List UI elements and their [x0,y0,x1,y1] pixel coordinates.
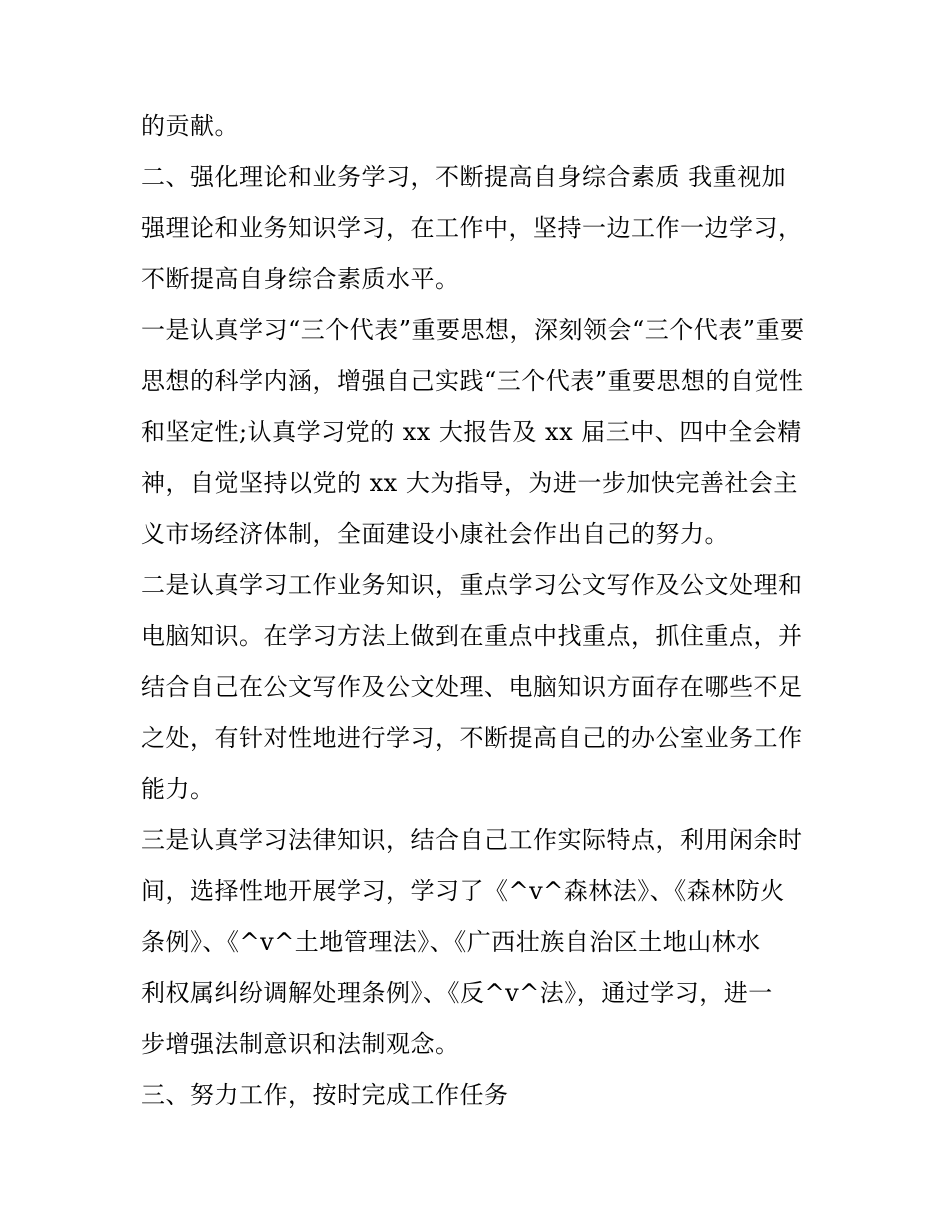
text-line: 能力。 [141,775,215,803]
text-line: 强理论和业务知识学习，在工作中，坚持一边工作一边学习， [141,214,803,242]
text-line: 一是认真学习“三个代表”重要思想，深刻领会“三个代表”重要 [141,316,805,344]
section-heading-2: 二、强化理论和业务学习，不断提高自身综合素质 我重视加 [141,163,787,191]
text-line: 义市场经济体制，全面建设小康社会作出自己的努力。 [141,520,729,548]
text-line: 之处，有针对性地进行学习，不断提高自己的办公室业务工作 [141,724,803,752]
section-heading-3: 三、努力工作，按时完成工作任务 [141,1081,509,1109]
document-body [141,101,813,1121]
text-line: 和坚定性;认真学习党的 xx 大报告及 xx 届三中、四中全会精 [141,418,802,446]
text-line: 步增强法制意识和法制观念。 [141,1030,460,1058]
text-line: 间，选择性地开展学习，学习了《^v^森林法》、《森林防火 [141,877,785,905]
text-line: 利权属纠纷调解处理条例》、《反^v^法》，通过学习，进一 [141,979,773,1007]
text-line: 二是认真学习工作业务知识，重点学习公文写作及公文处理和 [141,571,803,599]
text-line: 条例》、《^v^土地管理法》、《广西壮族自治区土地山林水 [141,928,761,956]
text-line: 神，自觉坚持以党的 xx 大为指导，为进一步加快完善社会主 [141,469,798,497]
text-line: 思想的科学内涵，增强自己实践“三个代表”重要思想的自觉性 [141,367,804,395]
text-line: 三是认真学习法律知识，结合自己工作实际特点，利用闲余时 [141,826,803,854]
text-line: 电脑知识。在学习方法上做到在重点中找重点，抓住重点，并 [141,622,803,650]
text-line: 的贡献。 [141,112,239,140]
text-line: 不断提高自身综合素质水平。 [141,265,460,293]
text-line: 结合自己在公文写作及公文处理、电脑知识方面存在哪些不足 [141,673,803,701]
